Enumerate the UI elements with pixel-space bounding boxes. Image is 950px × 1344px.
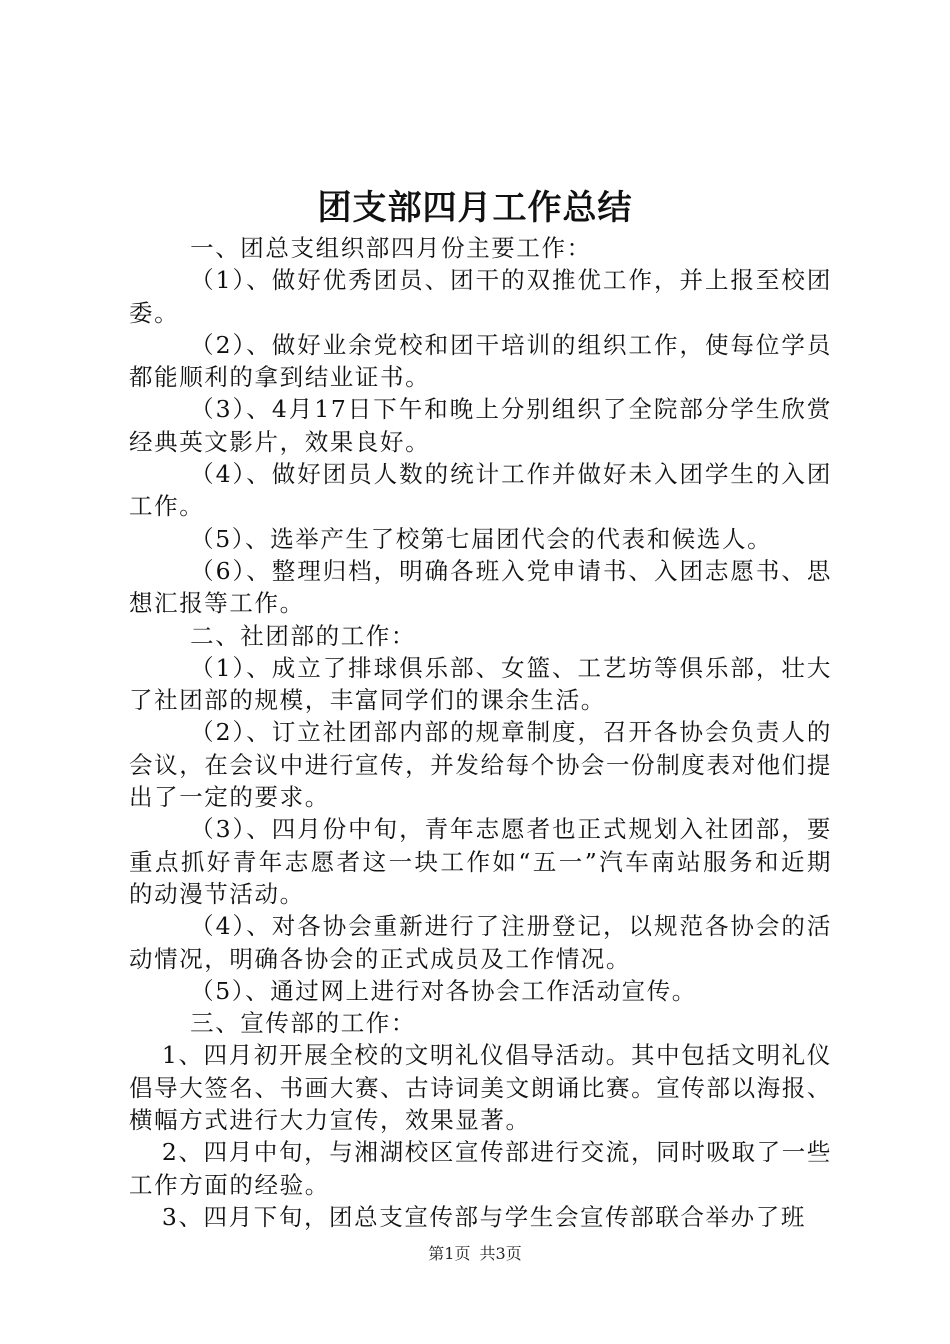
paragraph: 1、四月初开展全校的文明礼仪倡导活动。其中包括文明礼仪倡导大签名、书画大赛、古诗词美文朗诵比赛。宣传部以海报、横幅方式进行大力宣传，效果显著。 bbox=[129, 1041, 832, 1135]
paragraph: （1）、成立了排球俱乐部、女篮、工艺坊等俱乐部，壮大了社团部的规模，丰富同学们的课余生活。 bbox=[129, 653, 832, 715]
paragraph: （5）、通过网上进行对各协会工作活动宣传。 bbox=[190, 976, 697, 1005]
paragraph: （2）、做好业余党校和团干培训的组织工作，使每位学员都能顺利的拿到结业证书。 bbox=[129, 330, 832, 392]
section-heading-clubs: 二、社团部的工作： bbox=[190, 621, 416, 650]
paragraph: （6）、整理归档，明确各班入党申请书、入团志愿书、思想汇报等工作。 bbox=[129, 556, 832, 618]
section-heading-publicity: 三、宣传部的工作： bbox=[190, 1009, 416, 1038]
paragraph: （5）、选举产生了校第七届团代会的代表和候选人。 bbox=[190, 524, 773, 553]
document-title: 团支部四月工作总结 bbox=[317, 188, 633, 228]
paragraph: （4）、对各协会重新进行了注册登记，以规范各协会的活动情况，明确各协会的正式成员及工作情况。 bbox=[129, 912, 832, 973]
paragraph: （2）、订立社团部内部的规章制度，召开各协会负责人的会议，在会议中进行宣传，并发给每个协会一份制度表对他们提出了一定的要求。 bbox=[129, 718, 832, 812]
paragraph: （3）、四月份中旬，青年志愿者也正式规划入社团部，要重点抓好青年志愿者这一块工作如“五一”汽车南站服务和近期的动漫节活动。 bbox=[129, 815, 832, 908]
paragraph: （3）、4月17日下午和晚上分别组织了全院部分学生欣赏经典英文影片，效果良好。 bbox=[129, 395, 832, 456]
page-number: 第1页 bbox=[428, 1244, 471, 1263]
paragraph: （1）、做好优秀团员、团干的双推优工作，并上报至校团委。 bbox=[129, 266, 832, 327]
paragraph: 2、四月中旬，与湘湖校区宣传部进行交流，同时吸取了一些工作方面的经验。 bbox=[129, 1138, 832, 1199]
page-total: 共3页 bbox=[479, 1244, 522, 1263]
document-body bbox=[129, 232, 832, 1233]
paragraph: 3、四月下旬，团总支宣传部与学生会宣传部联合举办了班 bbox=[161, 1202, 806, 1231]
paragraph: （4）、做好团员人数的统计工作并做好未入团学生的入团工作。 bbox=[129, 460, 832, 521]
section-heading-organization: 一、团总支组织部四月份主要工作： bbox=[190, 234, 592, 262]
page-footer bbox=[0, 1243, 950, 1265]
